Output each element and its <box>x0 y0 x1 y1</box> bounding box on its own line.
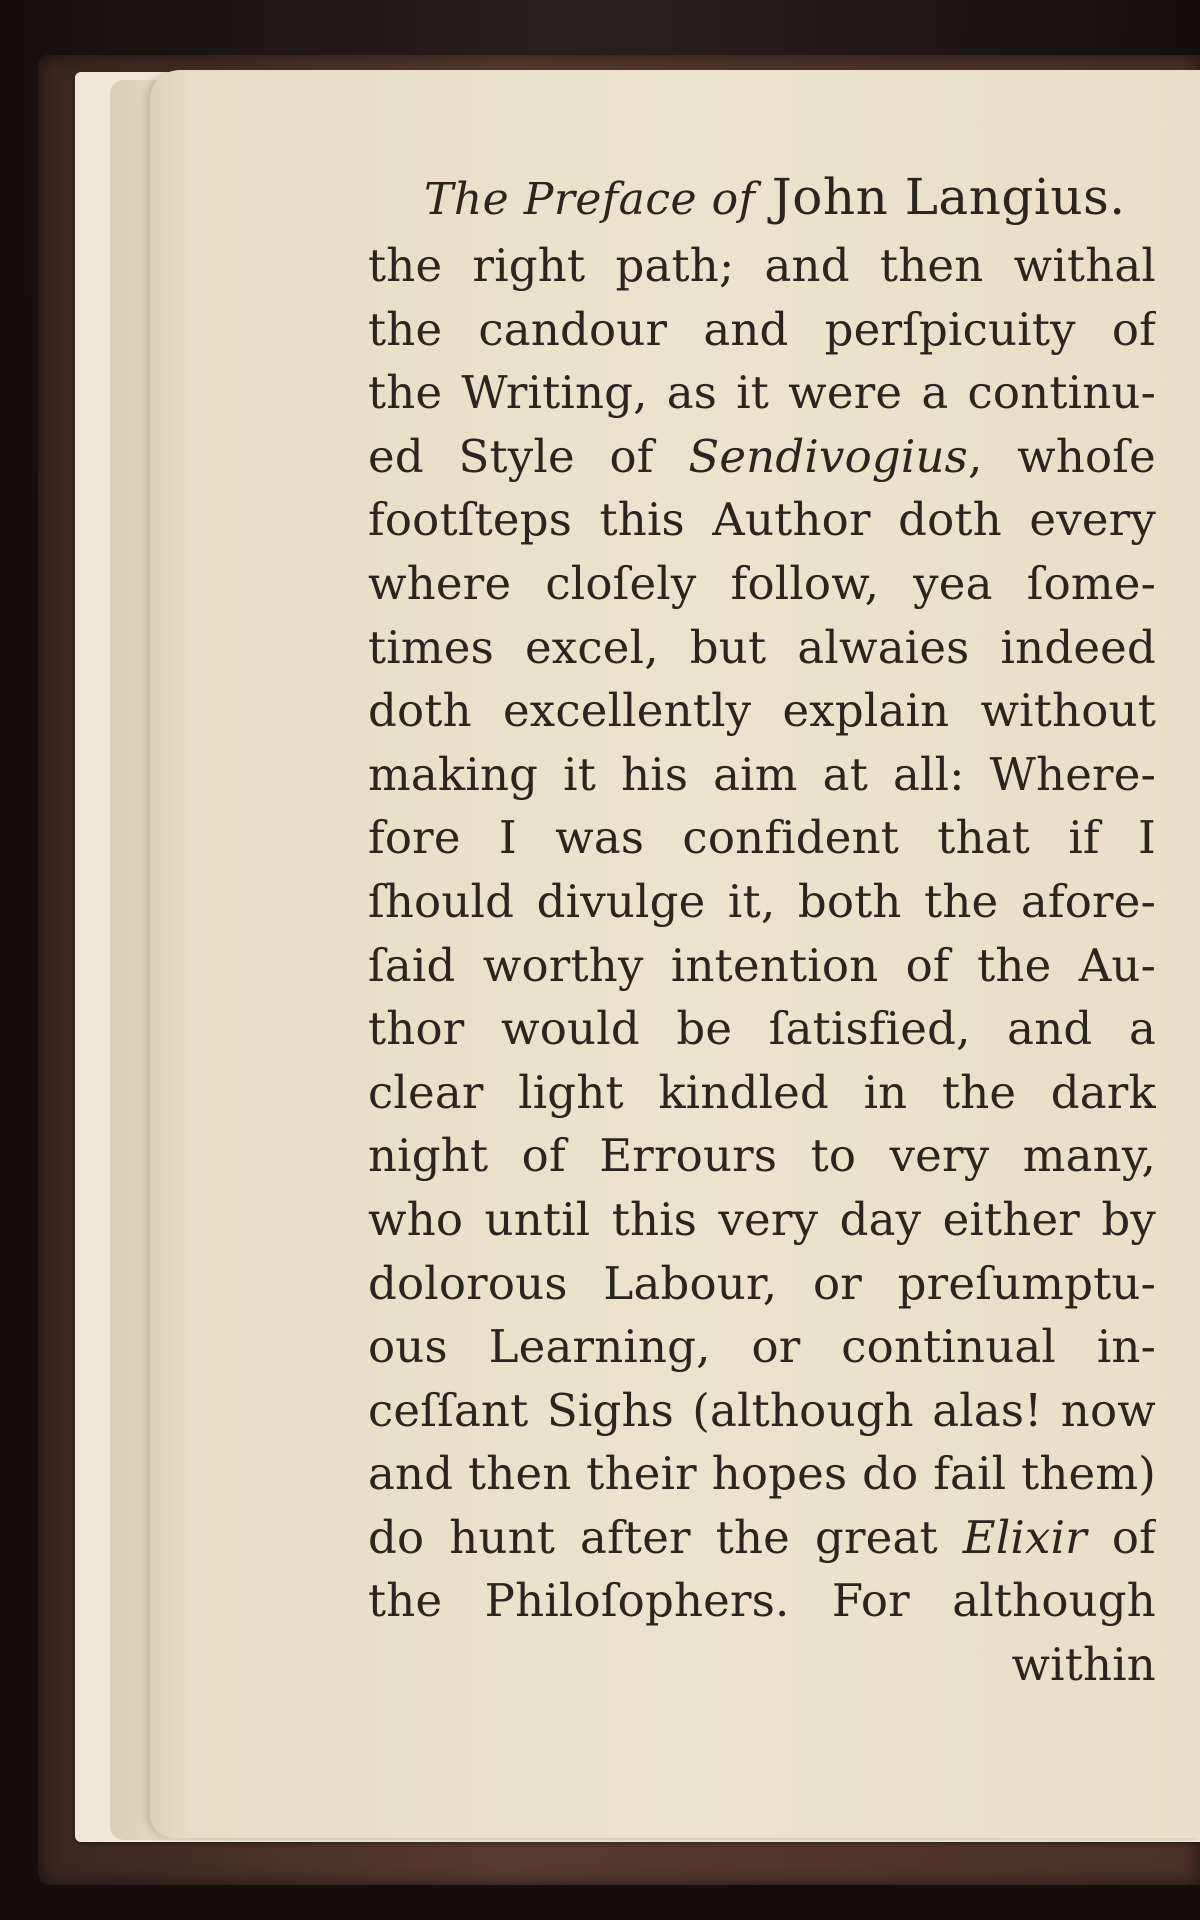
text-line: making it his aim at all: Where- <box>368 747 1156 801</box>
running-head-title: The Preface of <box>424 174 756 225</box>
text-line: fore I was confident that if I <box>368 811 1156 865</box>
text-line: night of Errours to very many, <box>368 1129 1156 1183</box>
text-line: the Philoſophers. For although <box>368 1574 1156 1628</box>
text-line: the Writing, as it were a continu- <box>368 366 1156 420</box>
text-line: doth excellently explain without <box>368 684 1156 738</box>
catchword: within <box>1011 1638 1156 1692</box>
text-line: thor would be ſatisfied, and a <box>368 1002 1156 1056</box>
page-text <box>368 160 1156 1697</box>
text-line: dolorous Labour, or preſumptu- <box>368 1256 1156 1310</box>
text-line: ceſſant Sighs (although alas! now <box>368 1383 1156 1437</box>
text-line: footſteps this Author doth every <box>368 493 1156 547</box>
text-line: ſhould divulge it, both the afore- <box>368 874 1156 928</box>
text-line: the candour and perſpicuity of <box>368 302 1156 356</box>
text-line: ſaid worthy intention of the Au- <box>368 938 1156 992</box>
text-line: ed Style of Sendivogius, whoſe <box>368 429 1156 483</box>
text-line: clear light kindled in the dark <box>368 1065 1156 1119</box>
text-line: where cloſely follow, yea ſome- <box>368 556 1156 610</box>
text-line: do hunt after the great Elixir of <box>368 1510 1156 1564</box>
text-line: ous Learning, or continual in- <box>368 1320 1156 1374</box>
body-text <box>368 234 1156 1633</box>
running-head <box>424 160 1156 234</box>
text-line: times excel, but alwaies indeed <box>368 620 1156 674</box>
running-head-author: John Langius. <box>771 168 1126 226</box>
text-line: who until this very day either by <box>368 1192 1156 1246</box>
text-line: the right path; and then withal <box>368 239 1156 292</box>
text-line: and then their hopes do fail them) <box>368 1447 1156 1501</box>
